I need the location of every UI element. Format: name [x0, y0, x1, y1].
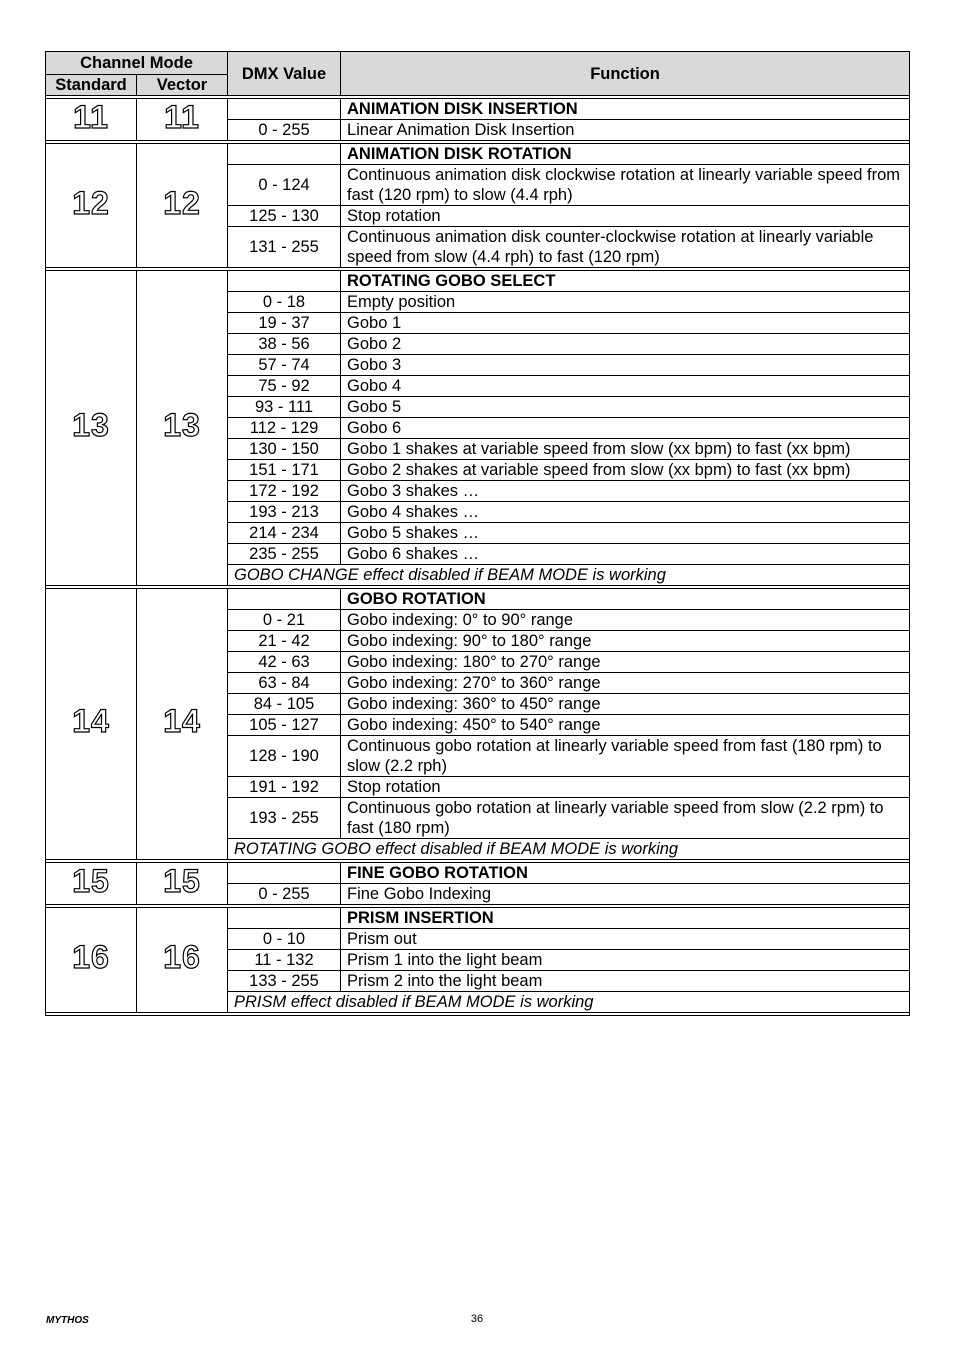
- standard-header: Standard: [46, 75, 137, 96]
- vector-channel-number: [137, 271, 228, 586]
- function-description: Gobo 4 shakes …: [341, 502, 910, 523]
- dmx-range: 0 - 21: [228, 610, 341, 631]
- dmx-range: 172 - 192: [228, 481, 341, 502]
- function-title: FINE GOBO ROTATION: [341, 863, 910, 884]
- vector-channel-number: [137, 99, 228, 141]
- dmx-range: 75 - 92: [228, 376, 341, 397]
- function-description: Gobo indexing: 360° to 450° range: [341, 694, 910, 715]
- dmx-range: 42 - 63: [228, 652, 341, 673]
- function-description: Continuous animation disk counter-clockwise rotation at linearly variable speed from slow (4.4 rph) to fast (120 rpm): [341, 227, 910, 268]
- dmx-range: 0 - 255: [228, 884, 341, 905]
- channel-title-row: [46, 99, 910, 120]
- function-description: Gobo 2 shakes at variable speed from slow (xx bpm) to fast (xx bpm): [341, 460, 910, 481]
- channel-title-row: [46, 144, 910, 165]
- standard-channel-number: [46, 99, 137, 141]
- function-description: Continuous gobo rotation at linearly variable speed from slow (2.2 rpm) to fast (180 rpm): [341, 798, 910, 839]
- dmx-empty-cell: [228, 863, 341, 884]
- dmx-range: 21 - 42: [228, 631, 341, 652]
- dmx-empty-cell: [228, 99, 341, 120]
- standard-channel-number: [46, 863, 137, 905]
- dmx-range: 0 - 18: [228, 292, 341, 313]
- function-description: Continuous animation disk clockwise rotation at linearly variable speed from fast (120 rpm) to slow (4.4 rph): [341, 165, 910, 206]
- function-title: GOBO ROTATION: [341, 589, 910, 610]
- dmx-range: 105 - 127: [228, 715, 341, 736]
- dmx-range: 63 - 84: [228, 673, 341, 694]
- standard-channel-label: 15: [72, 862, 110, 899]
- vector-channel-label: 13: [163, 407, 201, 443]
- vector-channel-label: 15: [163, 862, 201, 899]
- dmx-empty-cell: [228, 271, 341, 292]
- vector-header: Vector: [137, 75, 228, 96]
- dmx-empty-cell: [228, 589, 341, 610]
- function-description: Linear Animation Disk Insertion: [341, 120, 910, 141]
- function-description: Prism 2 into the light beam: [341, 971, 910, 992]
- function-title: ANIMATION DISK INSERTION: [341, 99, 910, 120]
- channel-title-row: [46, 271, 910, 292]
- standard-channel-label: 11: [73, 98, 109, 135]
- function-title: ROTATING GOBO SELECT: [341, 271, 910, 292]
- dmx-range: 38 - 56: [228, 334, 341, 355]
- function-description: Gobo 2: [341, 334, 910, 355]
- function-description: Stop rotation: [341, 206, 910, 227]
- vector-channel-label: 14: [163, 703, 201, 739]
- channel-title-row: [46, 908, 910, 929]
- dmx-empty-cell: [228, 144, 341, 165]
- vector-channel-number: [137, 908, 228, 1013]
- channel-note: PRISM effect disabled if BEAM MODE is working: [228, 992, 910, 1013]
- standard-channel-label: 12: [72, 184, 110, 221]
- function-description: Gobo 4: [341, 376, 910, 397]
- separator-cell: [46, 1013, 910, 1016]
- dmx-range: 0 - 10: [228, 929, 341, 950]
- dmx-channel-table: [45, 51, 910, 1016]
- standard-channel-number: [46, 908, 137, 1013]
- dmx-range: 193 - 213: [228, 502, 341, 523]
- function-description: Gobo 5 shakes …: [341, 523, 910, 544]
- channel-title-row: [46, 863, 910, 884]
- dmx-range: 235 - 255: [228, 544, 341, 565]
- function-description: Gobo indexing: 0° to 90° range: [341, 610, 910, 631]
- page-number: 36: [470, 1313, 484, 1325]
- dmx-range: 128 - 190: [228, 736, 341, 777]
- channel-note: ROTATING GOBO effect disabled if BEAM MODE is working: [228, 839, 910, 860]
- function-description: Gobo 3: [341, 355, 910, 376]
- function-description: Gobo indexing: 450° to 540° range: [341, 715, 910, 736]
- standard-channel-label: 14: [72, 703, 110, 739]
- table-end-separator: [46, 1013, 910, 1016]
- dmx-range: 130 - 150: [228, 439, 341, 460]
- vector-channel-number: [137, 863, 228, 905]
- function-description: Gobo 6: [341, 418, 910, 439]
- dmx-range: 11 - 132: [228, 950, 341, 971]
- dmx-range: 0 - 124: [228, 165, 341, 206]
- channel-note: GOBO CHANGE effect disabled if BEAM MODE is working: [228, 565, 910, 586]
- standard-channel-number: [46, 144, 137, 268]
- dmx-empty-cell: [228, 908, 341, 929]
- function-description: Prism 1 into the light beam: [341, 950, 910, 971]
- channel-mode-header: Channel Mode: [46, 52, 228, 75]
- dmx-range: 191 - 192: [228, 777, 341, 798]
- function-description: Continuous gobo rotation at linearly variable speed from fast (180 rpm) to slow (2.2 rph): [341, 736, 910, 777]
- standard-channel-number: [46, 589, 137, 860]
- dmx-range: 131 - 255: [228, 227, 341, 268]
- dmx-range: 93 - 111: [228, 397, 341, 418]
- function-description: Gobo indexing: 270° to 360° range: [341, 673, 910, 694]
- function-description: Gobo indexing: 180° to 270° range: [341, 652, 910, 673]
- function-description: Gobo 5: [341, 397, 910, 418]
- table-body: [46, 52, 910, 1016]
- function-description: Gobo 3 shakes …: [341, 481, 910, 502]
- standard-channel-number: [46, 271, 137, 586]
- function-description: Gobo 1 shakes at variable speed from slow (xx bpm) to fast (xx bpm): [341, 439, 910, 460]
- channel-title-row: [46, 589, 910, 610]
- function-description: Empty position: [341, 292, 910, 313]
- dmx-value-header: DMX Value: [228, 52, 341, 96]
- vector-channel-label: 16: [163, 939, 201, 975]
- dmx-range: 151 - 171: [228, 460, 341, 481]
- dmx-range: 84 - 105: [228, 694, 341, 715]
- standard-channel-label: 13: [72, 407, 110, 443]
- function-description: Gobo 6 shakes …: [341, 544, 910, 565]
- vector-channel-number: [137, 589, 228, 860]
- header-row-top: [46, 52, 910, 75]
- dmx-range: 0 - 255: [228, 120, 341, 141]
- function-description: Gobo 1: [341, 313, 910, 334]
- function-description: Fine Gobo Indexing: [341, 884, 910, 905]
- vector-channel-label: 11: [164, 98, 200, 135]
- dmx-range: 133 - 255: [228, 971, 341, 992]
- vector-channel-number: [137, 144, 228, 268]
- dmx-range: 57 - 74: [228, 355, 341, 376]
- standard-channel-label: 16: [72, 939, 110, 975]
- dmx-range: 112 - 129: [228, 418, 341, 439]
- function-header: Function: [341, 52, 910, 96]
- dmx-range: 19 - 37: [228, 313, 341, 334]
- function-title: ANIMATION DISK ROTATION: [341, 144, 910, 165]
- vector-channel-label: 12: [163, 184, 201, 221]
- function-description: Stop rotation: [341, 777, 910, 798]
- footer-brand: MYTHOS: [46, 1315, 89, 1326]
- dmx-range: 125 - 130: [228, 206, 341, 227]
- dmx-range: 214 - 234: [228, 523, 341, 544]
- dmx-range: 193 - 255: [228, 798, 341, 839]
- function-description: Gobo indexing: 90° to 180° range: [341, 631, 910, 652]
- function-title: PRISM INSERTION: [341, 908, 910, 929]
- function-description: Prism out: [341, 929, 910, 950]
